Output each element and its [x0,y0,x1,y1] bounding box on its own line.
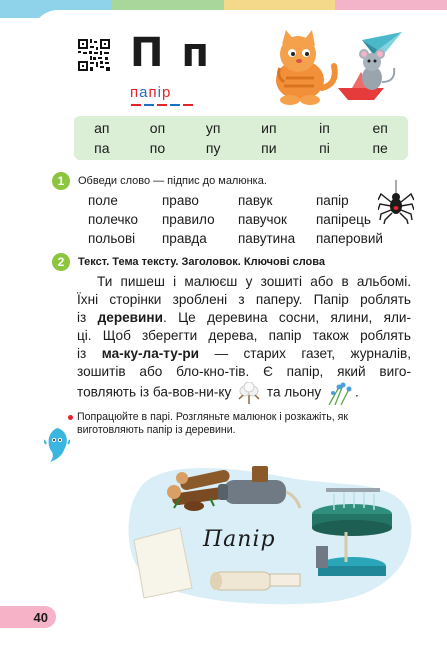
word-option[interactable]: правило [162,212,215,227]
text-line: зошитів або бло-кно-тів. Є папір, який виго- [77,364,411,379]
word-option[interactable]: полечко [88,212,139,227]
syllable: па [94,140,110,156]
letter-title: П п [130,30,212,76]
text-line: товляють із ба-вов-ни-ку та льону . [77,381,411,405]
qr-code-icon[interactable] [77,38,111,72]
keyword-makulatury: ма-ку-ла-ту-ри [101,346,200,361]
text-line: із деревини. Це деревина сосни, ялини, яли- [77,310,412,325]
key-word-scheme [130,84,171,101]
syllable: ап [94,120,110,136]
sound-i: і [157,84,162,101]
sound-a: а [139,84,149,101]
keyword-derevyny: деревини [97,310,163,325]
task1-instruction: Обведи слово — підпис до малюнка. [78,175,267,187]
syllable-table [74,116,408,160]
reading-text [77,273,411,405]
cotton-icon [235,382,263,404]
word-choice-grid [76,193,383,249]
syllable: пе [372,140,388,156]
text-line: ці. Щоб зберегти дерева, папір також роблять [77,328,411,343]
syllable: по [149,140,166,156]
text-line: Їхні сторінки зроблені з паперу. Папір роблять [77,292,411,307]
page-number: 40 [0,606,56,628]
cat-icon [276,30,335,105]
word-option[interactable]: правда [162,231,207,246]
syllable: пу [205,140,221,156]
syllable: пи [261,140,277,156]
text-line: Ти пишеш і малюєш у зошиті або в альбомі. [97,274,411,289]
spider-icon [378,180,414,224]
text-line: із ма-ку-ла-ту-ри — старих газет, журналів, [77,346,411,361]
word-option[interactable]: право [162,193,199,208]
task-number-badge: 1 [52,172,70,190]
bullet-dot [68,415,73,420]
syllable: уп [205,120,221,136]
task-number-badge: 2 [52,253,70,271]
sound-scheme-lines [131,104,193,106]
syllable: іп [319,120,330,136]
mascot-icon [44,424,70,462]
syllable: оп [149,120,166,136]
illustration-label: Папір [203,527,276,552]
word-option[interactable]: польові [88,231,136,246]
word-option[interactable]: павук [238,193,273,208]
word-option[interactable]: папірець [316,212,371,227]
cat-mouse-illustration [260,28,410,106]
word-option[interactable]: папір [316,193,349,208]
word-option[interactable]: поле [88,193,118,208]
flax-icon [325,381,355,405]
sound-p1: п [130,84,140,101]
sound-r: р [161,84,172,101]
word-option[interactable]: паперовий [316,231,383,246]
syllable: пі [319,140,330,156]
mouse-icon [359,49,394,90]
syllable: ип [261,120,277,136]
syllable: еп [372,120,388,136]
pair-work-instruction: Попрацюйте в парі. Розгляньте малюнок і розкажіть, як виготовляють папір із деревини. [77,411,349,436]
word-option[interactable]: павучок [238,212,287,227]
word-option[interactable]: павутина [238,231,296,246]
task2-instruction: Текст. Тема тексту. Заголовок. Ключові слова [78,256,325,268]
sound-p2: п [148,84,158,101]
